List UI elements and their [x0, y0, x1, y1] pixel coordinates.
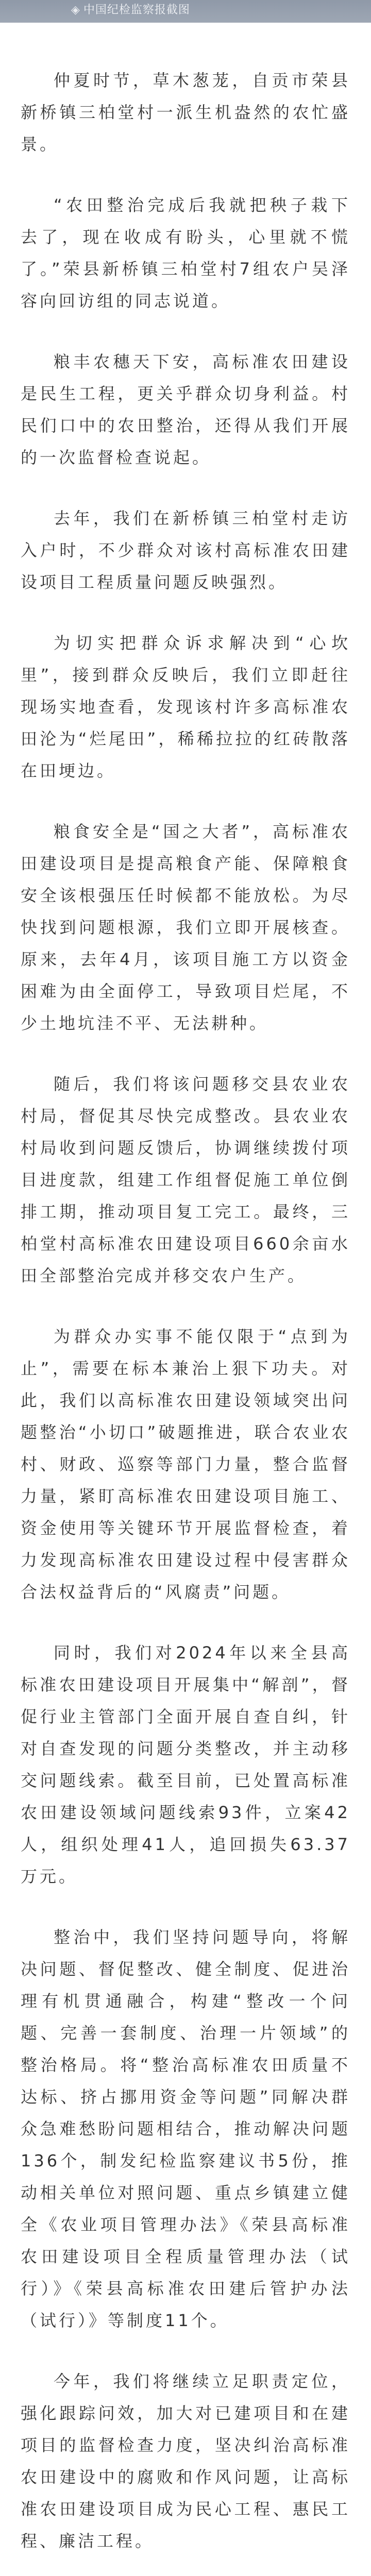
paragraph: 同时，我们对2024年以来全县高标准农田建设项目开展集中“解剖”，督促行业主管部门全面开展自查自纠，针对自查发现的问题分类整改，并主动移交问题线索。截至目前，已处置高标准农田建设领域问题线索93件，立案42人，组织处理41人，追回损失63.37万元。	[21, 1643, 350, 1886]
paragraph: 粮食安全是“国之大者”，高标准农田建设项目是提高粮食产能、保障粮食安全该根强压任时候都不能放松。为尽快找到问题根源，我们立即开展核查。原来，去年4月，该项目施工方以资金困难为由全面停工，导致项目烂尾，不少土地坑洼不平、无法耕种。	[21, 822, 350, 1033]
paragraph: 为群众办实事不能仅限于“点到为止”，需要在标本兼治上狠下功夫。对此，我们以高标准农田建设领域突出问题整治“小切口”破题推进，联合农业农村、财政、巡察等部门力量，整合监督力量，紧盯高标准农田建设项目施工、资金使用等关键环节开展监督检查，着力发现高标准农田建设过程中侵害群众合法权益背后的“风腐责”问题。	[21, 1327, 350, 1602]
paragraph: 仲夏时节，草木葱茏，自贡市荣县新桥镇三柏堂村一派生机盎然的农忙盛景。	[21, 71, 350, 154]
article-body	[21, 64, 350, 2576]
logo-icon: ◈	[71, 4, 80, 16]
header-caption	[71, 2, 190, 19]
paragraph: “农田整治完成后我就把秧子栽下去了，现在收成有盼头，心里就不慌了。”荣县新桥镇三柏堂村7组农户吴泽容向回访组的同志说道。	[21, 195, 350, 311]
header-image-strip	[0, 0, 371, 23]
paragraph: 整治中，我们坚持问题导向，将解决问题、督促整改、健全制度、促进治理有机贯通融合，构建“整改一个问题、完善一套制度、治理一片领域”的整治格局。将“整治高标准农田质量不达标、挤占挪用资金等问题”同解决群众急难愁盼问题相结合，推动解决问题136个，制发纪检监察建议书5份，推动相关单位对照问题、重点乡镇建立健全《农业项目管理办法》《荣县高标准农田建设项目全程质量管理办法（试行）》《荣县高标准农田建后管护办法（试行）》等制度11个。	[21, 1927, 350, 2330]
paragraph: 为切实把群众诉求解决到“心坎里”，接到群众反映后，我们立即赶往现场实地查看，发现该村许多高标准农田沦为“烂尾田”，稀稀拉拉的红砖散落在田埂边。	[21, 633, 350, 781]
header-caption-text: 中国纪检监察报截图	[83, 4, 190, 16]
paragraph: 粮丰农穗天下安，高标准农田建设是民生工程，更关乎群众切身利益。村民们口中的农田整治，还得从我们开展的一次监督检查说起。	[21, 352, 350, 467]
paragraph: 去年，我们在新桥镇三柏堂村走访入户时，不少群众对该村高标准农田建设项目工程质量问题反映强烈。	[21, 509, 350, 592]
paragraph: 随后，我们将该问题移交县农业农村局，督促其尽快完成整改。县农业农村局收到问题反馈后，协调继续拨付项目进度款，组建工作组督促施工单位倒排工期，推动项目复工完工。最终，三柏堂村高标准农田建设项目660余亩水田全部整治完成并移交农户生产。	[21, 1074, 350, 1285]
paragraph: 今年，我们将继续立足职责定位，强化跟踪问效，加大对已建项目和在建项目的监督检查力度，坚决纠治高标准农田建设中的腐败和作风问题，让高标准农田建设项目成为民心工程、惠民工程、廉洁工程。	[21, 2371, 350, 2551]
